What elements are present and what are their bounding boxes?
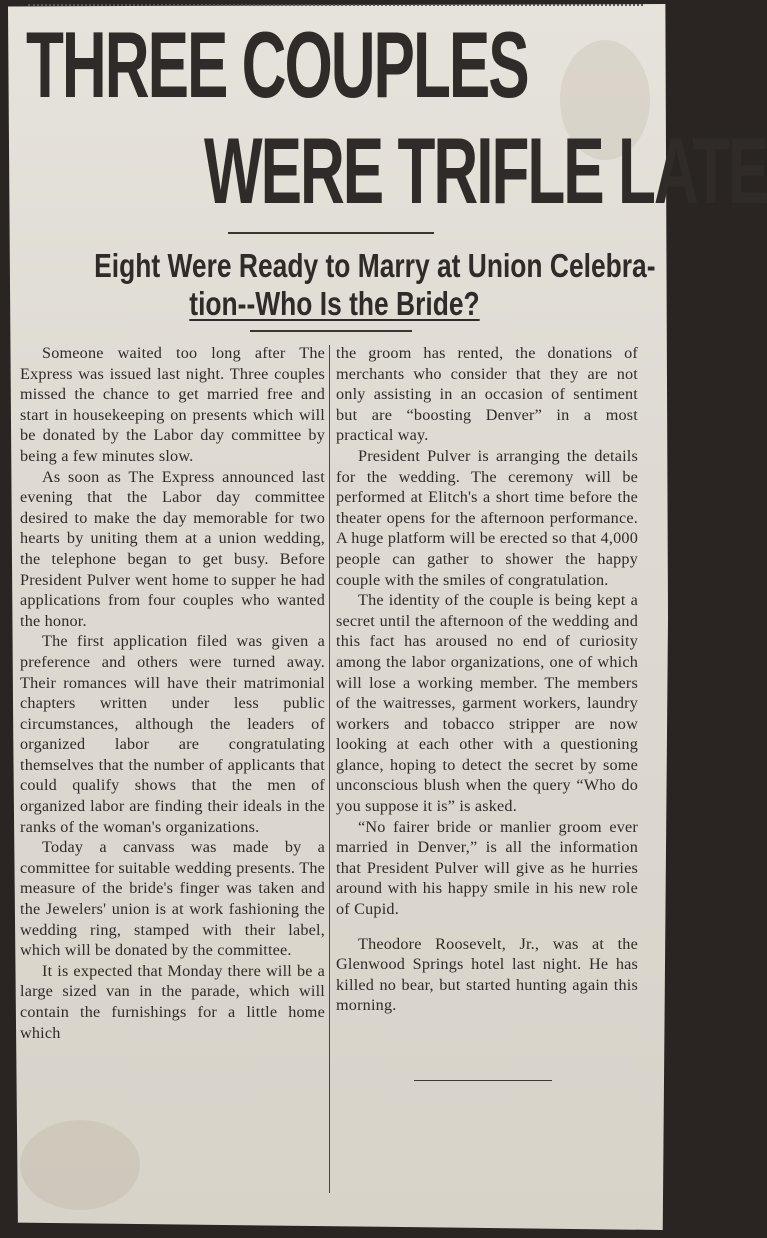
deck-line-2: tion--Who Is the Bride? bbox=[188, 285, 480, 322]
paragraph: As soon as The Express announced last evening that the Labor day committee desired to make the day memorable for two hearts by uniting them at a union wedding, the telephone began to get busy. Before President Pulver went home to supper he had applications from four couples who wanted the honor. bbox=[20, 467, 325, 630]
item-separator bbox=[414, 1080, 552, 1081]
column-divider bbox=[329, 345, 330, 1193]
deck-line-1: Eight Were Ready to Marry at Union Celebra- bbox=[94, 247, 656, 284]
paragraph: The identity of the couple is being kept a secret until the afternoon of the wedding and this fact has aroused no end of curiosity among the labor organizations, one of which will lose a working member. The members of the waitresses, garment workers, laundry workers and tobacco stripper are now looking at each other with a questioning glance, hoping to detect the secret by some unconscious blush when the query “Who do you suppose it is” is asked. bbox=[336, 591, 638, 816]
headline-line-2: WERE TRIFLE LATE bbox=[204, 118, 767, 223]
article-column-2 bbox=[336, 343, 638, 1016]
paragraph: “No fairer bride or manlier groom ever married in Denver,” is all the information that President Pulver will give as he hurries around with his happy smile in his new role of Cupid. bbox=[336, 817, 638, 919]
headline-line-1: THREE COUPLES bbox=[26, 12, 528, 117]
news-item-roosevelt: Theodore Roosevelt, Jr., was at the Glenwood Springs hotel last night. He has killed no bear, but started hunting again this morning. bbox=[336, 934, 638, 1015]
paragraph: President Pulver is arranging the details for the wedding. The ceremony will be performed at Elitch's a short time before the theater opens for the afternoon performance. A huge platform will be erected so that 4,000 people can gather to shower the happy couple with the smiles of congratulation. bbox=[336, 446, 638, 589]
paper-stain bbox=[20, 1120, 140, 1210]
deck-rule bbox=[250, 330, 412, 332]
paragraph: The first application filed was given a preference and others were turned away. Their romances will have their matrimonial chapters written under less public circumstances, although the leaders of organized labor are congratulating themselves that the number of applicants that could qualify shows that the men of organized labor are finding their ideals in the ranks of the woman's organizations. bbox=[20, 632, 325, 836]
paragraph: Today a canvass was made by a committee for suitable wedding presents. The measure of the bride's finger was taken and the Jewelers' union is at work fashioning the wedding ring, stamped with their label, which will be donated by the committee. bbox=[20, 838, 325, 960]
paragraph: It is expected that Monday there will be a large sized van in the parade, which will contain the furnishings for a little home which bbox=[20, 961, 325, 1042]
paragraph: Someone waited too long after The Express was issued last night. Three couples missed the chance to get married free and start in housekeeping on presents which will be donated by the Labor day committee by being a few minutes slow. bbox=[20, 344, 325, 465]
article-column-1 bbox=[20, 343, 325, 1043]
paragraph: the groom has rented, the donations of merchants who consider that they are not only assisting in an occasion of sentiment but are “boosting Denver” in a most practical way. bbox=[336, 344, 638, 445]
headline-rule bbox=[228, 232, 434, 234]
